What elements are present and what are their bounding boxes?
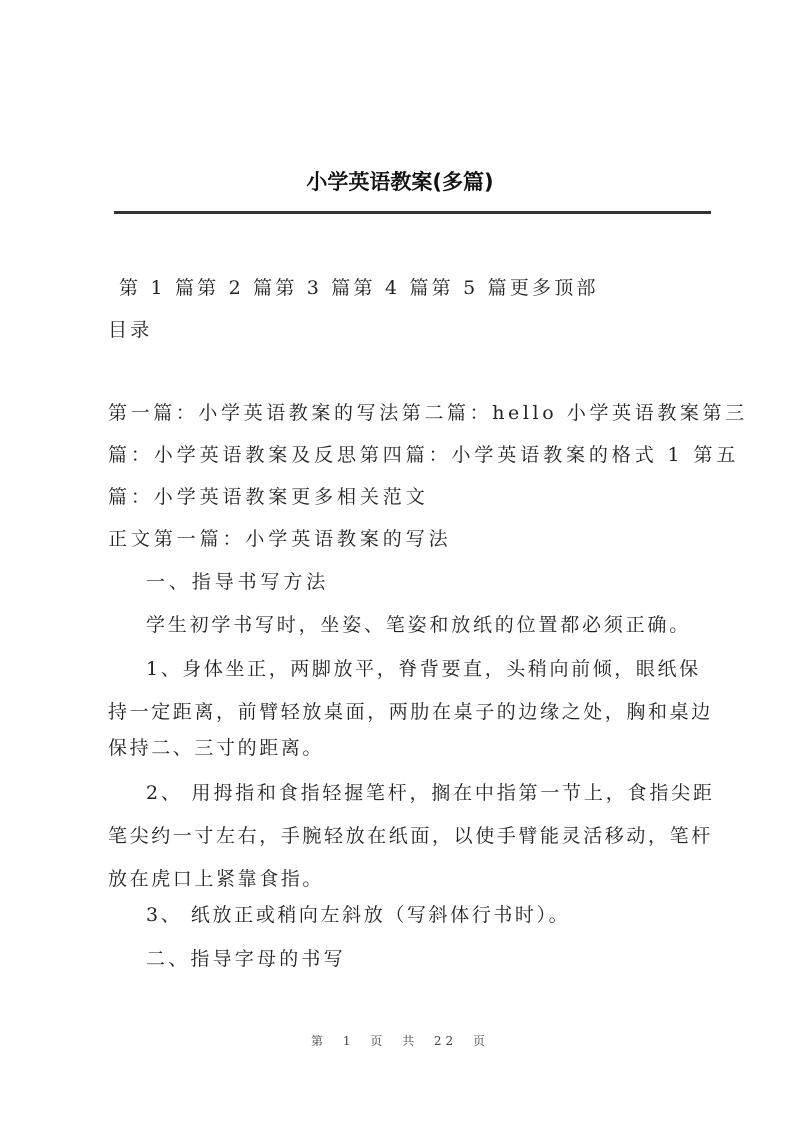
page-number-footer: 第 1 页 共 22 页 [311, 1034, 489, 1048]
toc-line: 篇：小学英语教案更多相关范文 [108, 486, 429, 508]
paragraph-line: 2、 用拇指和食指轻握笔杆，搁在中指第一节上，食指尖距 [146, 782, 715, 804]
paragraph-line: 3、 纸放正或稍向左斜放（写斜体行书时）。 [146, 904, 571, 926]
chapter-nav-links[interactable]: 第 1 篇第 2 篇第 3 篇第 4 篇第 5 篇更多顶部 [119, 277, 599, 299]
document-title: 小学英语教案(多篇) [306, 170, 494, 194]
section-heading: 一、指导书写方法 [146, 571, 330, 593]
toc-line: 篇：小学英语教案及反思第四篇：小学英语教案的格式 1 第五 [108, 444, 740, 466]
paragraph-line: 学生初学书写时，坐姿、笔姿和放纸的位置都必须正确。 [146, 614, 692, 636]
paragraph-line: 1、身体坐正，两脚放平，脊背要直，头稍向前倾，眼纸保 [146, 658, 701, 680]
paragraph-line: 保持二、三寸的距离。 [108, 737, 325, 759]
toc-heading: 目录 [108, 319, 153, 341]
body-heading: 正文第一篇：小学英语教案的写法 [108, 528, 452, 550]
paragraph-line: 放在虎口上紧靠食指。 [108, 868, 325, 890]
toc-line: 第一篇：小学英语教案的写法第二篇：hello 小学英语教案第三 [108, 402, 748, 424]
title-divider [114, 211, 711, 214]
paragraph-line: 笔尖约一寸左右，手腕轻放在纸面，以使手臂能灵活移动，笔杆 [108, 825, 713, 847]
paragraph-line: 持一定距离，前臂轻放桌面，两肋在桌子的边缘之处，胸和桌边 [108, 701, 713, 723]
section-heading: 二、指导字母的书写 [146, 948, 346, 970]
